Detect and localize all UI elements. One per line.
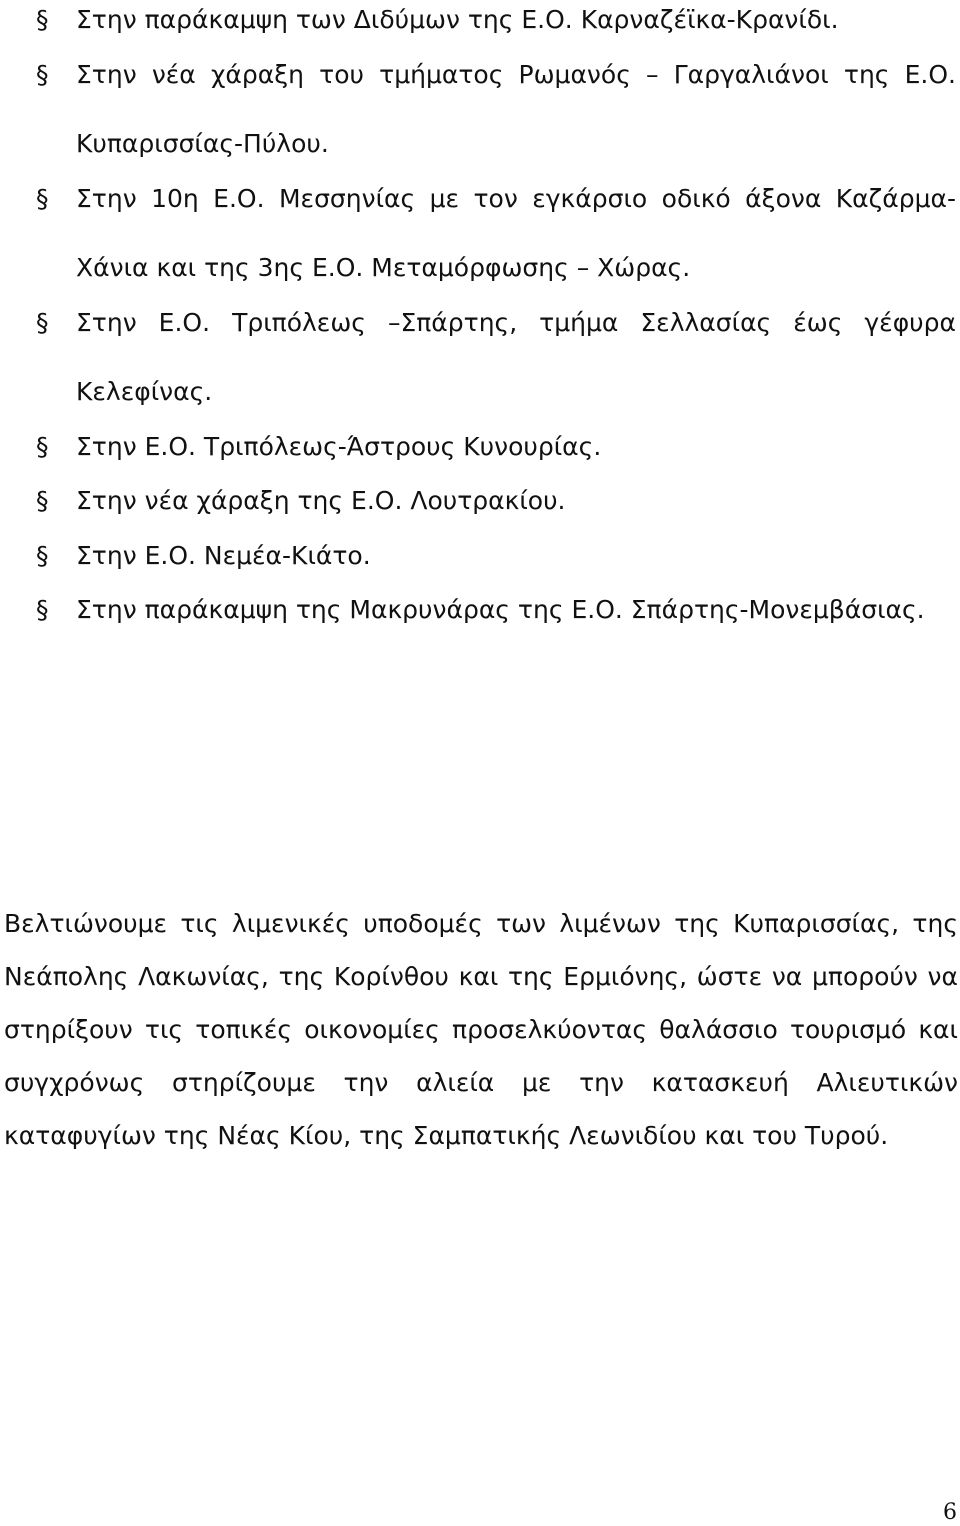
page-number: 6 — [943, 1500, 957, 1525]
list-item-text: Στην Ε.Ο. Τριπόλεως-Άστρους Κυνουρίας. — [76, 431, 602, 461]
section-sign-icon: § — [36, 5, 49, 34]
list-item-text: Στην Ε.Ο. Τριπόλεως –Σπάρτης, τμήμα Σελλασίας έως γέφυρα Κελεφίνας. — [76, 307, 956, 406]
list-item-text: Στην νέα χάραξη του τμήματος Ρωμανός – Γαργαλιάνοι της Ε.Ο. Κυπαρισσίας-Πύλου. — [76, 59, 956, 158]
section-sign-icon: § — [36, 595, 49, 624]
section-sign-icon: § — [36, 183, 49, 213]
section-sign-icon: § — [36, 431, 49, 461]
list-item — [0, 575, 960, 645]
list-item — [0, 288, 960, 427]
list-item-text: Στην παράκαμψη των Διδύμων της Ε.Ο. Καρναζέϊκα-Κρανίδι. — [76, 5, 839, 34]
bullet-list — [0, 0, 960, 645]
body-paragraph: Βελτιώνουμε τις λιμενικές υποδομές των λιμένων της Κυπαρισσίας, της Νεάπολης Λακωνίας, της Κορίνθου και της Ερμιόνης, ώστε να μπορούν να στηρίξουν τις τοπικές οικονομίες προσελκύοντας θαλάσσιο τουρισμό και συγχρόνως στηρίζουμε την αλιεία με την κατασκευή Αλιευτικών καταφυγίων της Νέας Κίου, της Σαμπατικής Λεωνιδίου και του Τυρού. — [4, 909, 958, 1150]
list-item — [0, 40, 960, 179]
section-sign-icon: § — [36, 486, 49, 515]
section-sign-icon: § — [36, 540, 49, 570]
list-item-text: Στην παράκαμψη της Μακρυνάρας της Ε.Ο. Σπάρτης-Μονεμβάσιας. — [76, 595, 925, 624]
list-item-text: Στην Ε.Ο. Νεμέα-Κιάτο. — [76, 540, 371, 570]
section-sign-icon: § — [36, 307, 49, 337]
list-item-text: Στην νέα χάραξη της Ε.Ο. Λουτρακίου. — [76, 486, 566, 515]
list-item — [0, 164, 960, 303]
list-item-text: Στην 10η Ε.Ο. Μεσσηνίας με τον εγκάρσιο οδικό άξονα Καζάρμα-Χάνια και της 3ης Ε.Ο. Μεταμόρφωσης – Χώρας. — [76, 183, 956, 282]
section-sign-icon: § — [36, 59, 49, 89]
